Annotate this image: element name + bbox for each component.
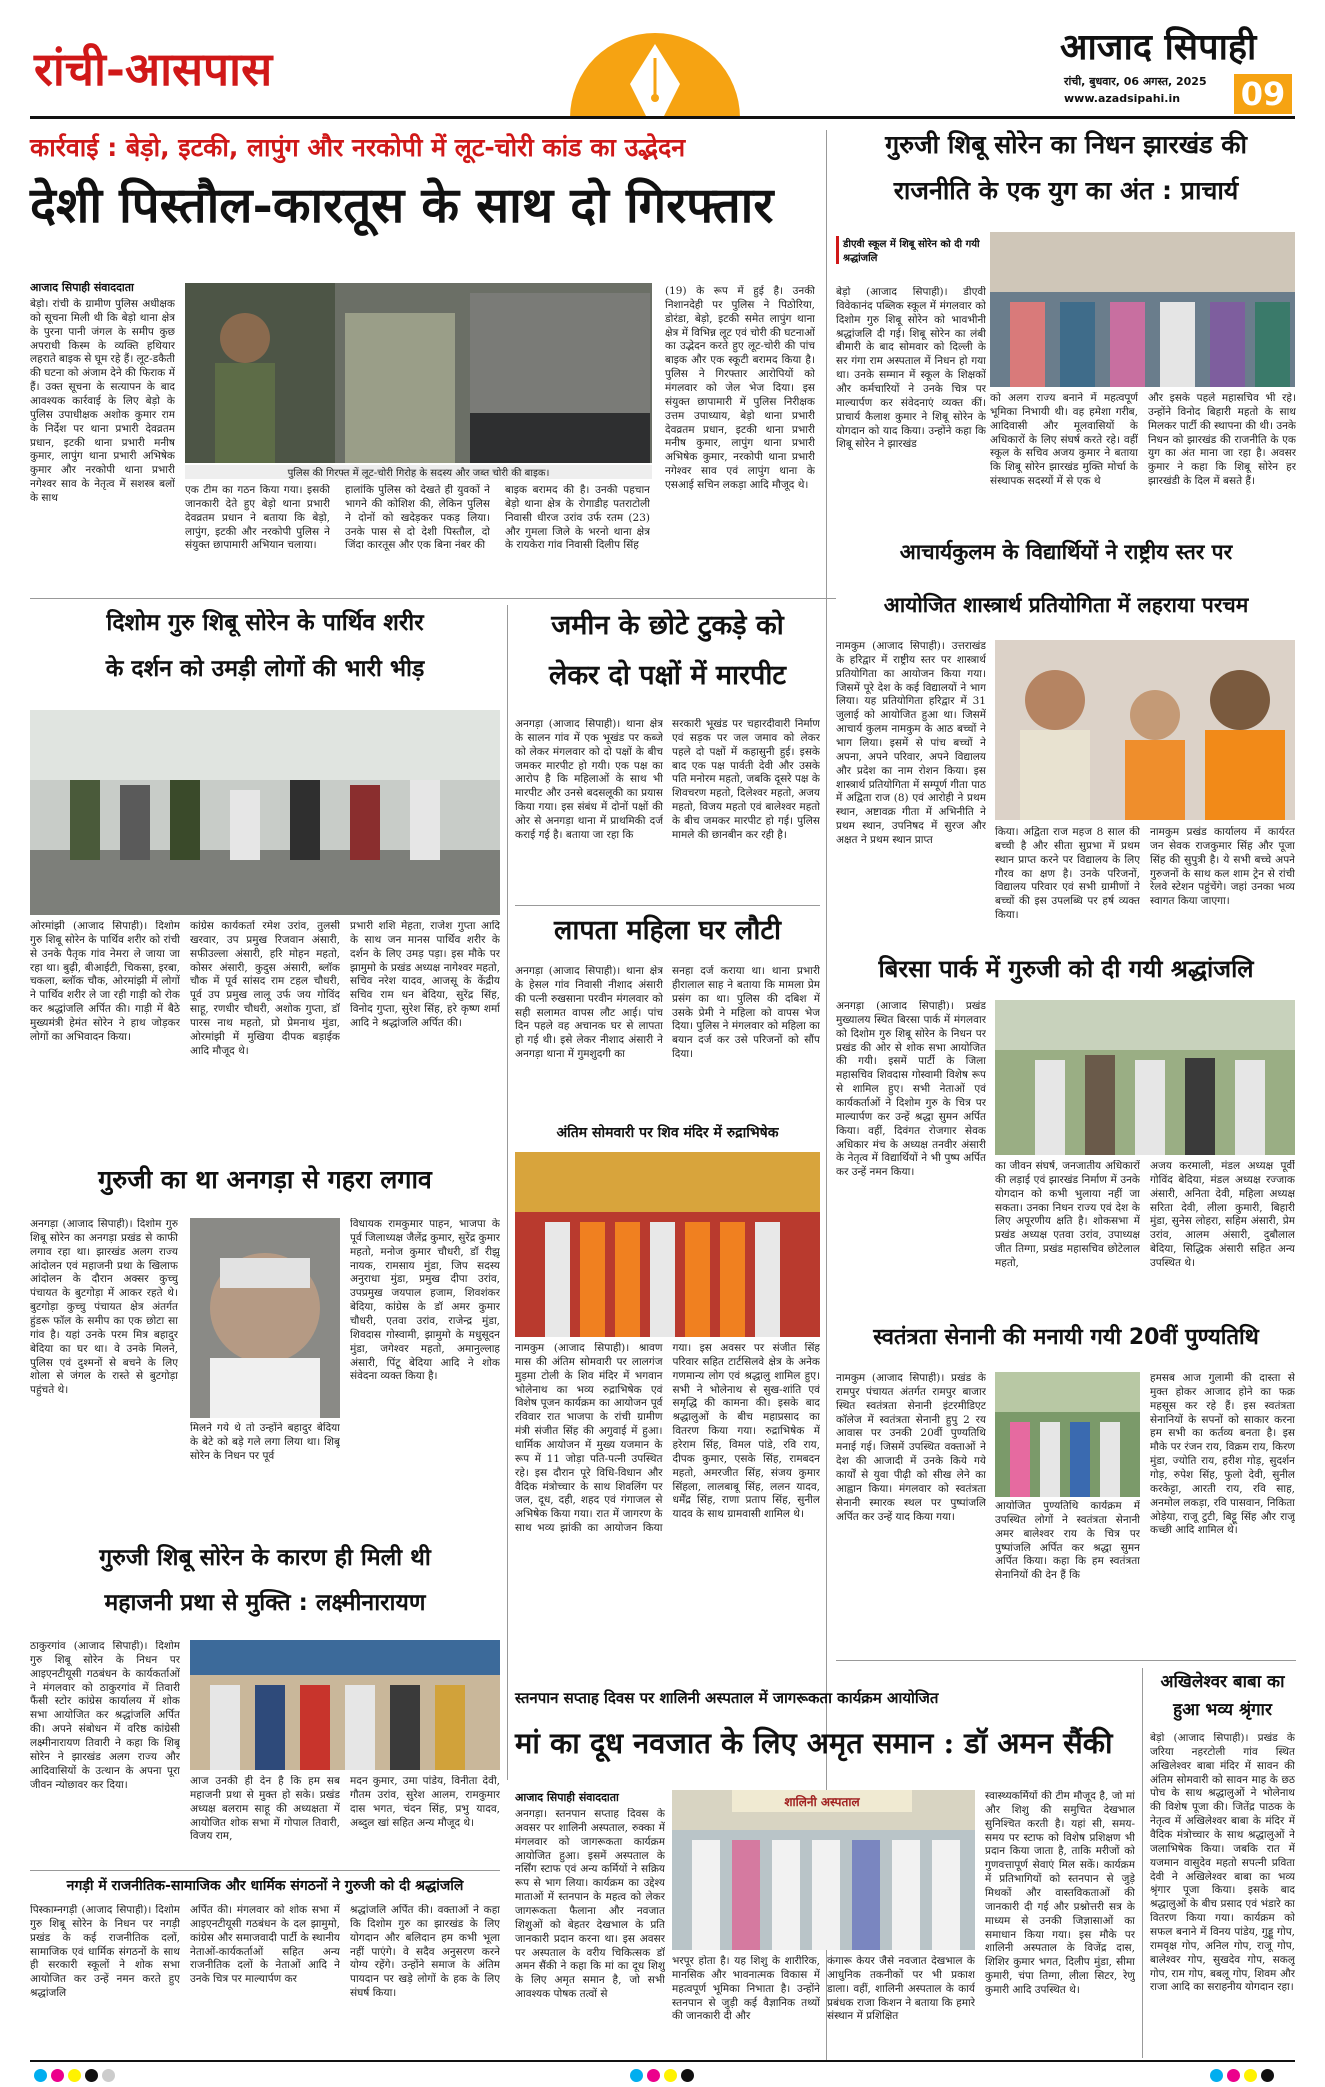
angara-col-1: अनगड़ा (आजाद सिपाही)। दिशोम गुरु शिबू सोरेन का अनगड़ा प्रखंड से काफी लगाव रहा था। झारखंड अलग राज्य आंदोलन एवं महाजनी प्रथा के खिलाफ आंदोलन के दौरान अक्सर कुच्चु पंचायत के बुटगोड़ा में आकर रहते थे। बुटगोड़ा कुच्चु पंचायत क्षेत्र अंतर्गत हुंडरू फॉल के समीप का एक छोटा सा गांव है। यहां उनके परम मित्र बहादुर बेदिया का घर था। वे उनके मिलने, पुलिस एवं दुश्मनों से बचने के लिए शोला से जंगल के रास्ते से बुटगोड़ा पहुंचते थे। <box>30 1218 178 1397</box>
land-col-2: सरकारी भूखंड पर चहारदीवारी निर्माण एवं सड़क पर जल जमाव को लेकर पहले दो पक्षों में कहासुनी हुई। इसके बाद एक पक्ष पार्वती देवी और उसके पति मनोरम महतो, जबकि दूसरे पक्ष के शिवचरण महतो, दिलेश्वर महतो, अजय महतो, विजय महतो एवं बालेश्वर महतो के बीच जमकर मारपीट हो गई। पुलिस मामले की छानबीन कर रही है। <box>672 718 820 841</box>
acharya-col-1: नामकुम (आजाद सिपाही)। उत्तराखंड के हरिद्वार में राष्ट्रीय स्तर पर शास्त्रार्थ प्रतियोगिता का आयोजन किया गया। जिसमें पूरे देश के कई विद्यालयों ने भाग लिया। यह प्रतियोगिता हरिद्वार में 31 जुलाई को आयोजित हुआ था। जिसमें आचार्य कुलम नामकुम के आठ बच्चों ने भाग लिया। इसमें से पांच बच्चों ने अपना, अपने परिवार, अपने विद्यालय और प्रदेश का नाम रोशन किया। इस शास्त्रार्थ प्रतियोगिता में सम्पूर्ण गीता पाठ में अद्विता राज (8) एवं आरोही ने प्रथम स्थान, अष्टावक्र गीता में अभिनीति ने प्रथम स्थान, उपनिषद में सुरज और अक्षत ने प्रथम स्थान प्राप्त <box>836 640 986 847</box>
land-col-1: अनगड़ा (आजाद सिपाही)। थाना क्षेत्र के सालन गांव में एक भूखंड पर कब्जे को लेकर मंगलवार को दो पक्षों के बीच जमकर मारपीट हो गयी। एक पक्ष का आरोप है कि महिलाओं के साथ भी मारपीट और उनसे बदसलूकी का प्रयास किया गया। इस संबंध में दोनों पक्षों की ओर से अनगड़ा थाना में प्राथमिकी दर्ज कराई गई है। बताया जा रहा कि <box>515 718 663 841</box>
registration-marks <box>630 2067 698 2086</box>
angara-headline: गुरुजी का था अनगड़ा से गहरा लगाव <box>98 1165 432 1194</box>
lead-col-4: बाइक बरामद की है। उनकी पहचान बेड़ो थाना क्षेत्र के रोगाडीह पतराटोली निवासी धीरज उरांव उर्फ रतम (23) और गुमला जिले के भरनो थाना क्षेत्र के रायकेरा गांव निवासी दिलीप सिंह <box>505 484 650 552</box>
nagdi-col-1: पिस्काम्नगड़ी (आजाद सिपाही)। दिशोम गुरु शिबू सोरेन के निधन पर नगड़ी प्रखंड के कई राजनीतिक दलों, सामाजिक एवं धार्मिक संगठनों के साथ ही सरकारी स्कूलों ने शोक सभा आयोजित कर उन्हें नमन करते हुए श्रद्धांजलि <box>30 1904 180 2000</box>
mahajani-col-3: मदन कुमार, उमा पांडेय, विनीता देवी, गौतम उरांव, सुरेश आलम, रामकुमार दास भगत, चंदन सिंह, प्रभु यादव, अब्दुल खां सहित अन्य मौजूद थे। <box>350 1775 500 1829</box>
divider <box>836 1660 1296 1661</box>
registration-marks <box>34 2067 119 2086</box>
missing-headline: लापता महिला घर लौटी <box>554 915 781 946</box>
guruji-col-3: और इसके पहले महासचिव भी रहे। उन्होंने विनोद बिहारी महतो के साथ मिलकर पार्टी की स्थापना की थी। उनके निधन को झारखंड की राजनीति के एक युग का अंत माना जा रहा है। अवसर कुमार ने कहा कि शिबू सोरेन हर झारखंडी के दिल में बसते हैं। <box>1148 392 1296 488</box>
funeral-col-2: कांग्रेस कार्यकर्ता रमेश उरांव, तुलसी खरवार, उप प्रमुख रिजवान अंसारी, सफीउल्ला अंसारी, हरि मोहन महतो, कोसर अंसारी, कुदुस अंसारी, ब्लॉक चौक में पूर्व सांसद राम टहल चौधरी, पूर्व उप प्रमुख लालू उर्फ जय गोविंद साहू, रणधीर चौधरी, अशोक गुप्ता, डॉ पारस नाथ महतो, प्रो प्रेमनाथ मुंडा, ओरमांझी में मुखिया दीपक बड़ाईक आदि मौजूद थे। <box>190 920 340 1057</box>
funeral-headline-1: दिशोम गुरु शिबू सोरेन के पार्थिव शरीर <box>106 610 424 636</box>
footer-rule <box>30 2060 1295 2062</box>
birsa-headline: बिरसा पार्क में गुरुजी को दी गयी श्रद्धांजलि <box>878 955 1254 983</box>
website[interactable]: www.azadsipahi.in <box>1064 92 1181 105</box>
paper-name: आजाद सिपाही <box>1060 26 1257 68</box>
masthead <box>0 0 1325 118</box>
angara-col-3: विधायक रामकुमार पाहन, भाजपा के पूर्व जिलाध्यक्ष जैलेंद्र कुमार, सुरेंद्र कुमार महतो, मनोज कुमार चौधरी, डॉ रीझू नायक, रामसाय मुंडा, जिप सदस्य अनुराधा मुंडा, प्रमुख दीपा उरांव, उपप्रमुख जयपाल हजाम, शिवशंकर बेदिया, कांग्रेस के डॉ अमर कुमार चौधरी, एतवा उरांव, राजेन्द्र मुंडा, शिवदास गोस्वामी, झामुमो के मधुसूदन मुंडा, जगेश्वर महतो, अमानुल्लाह अंसारी, पिंटू बेदिया आदि ने शोक संवेदना व्यक्त किया है। <box>350 1218 500 1383</box>
birsa-col-1: अनगड़ा (आजाद सिपाही)। प्रखंड मुख्यालय स्थित बिरसा पार्क में मंगलवार को दिशोम गुरु शिबू सोरेन के निधन पर प्रखंड की ओर से शोक सभा आयोजित की गयी। इसमें पार्टी के जिला महासचिव शिवदास गोस्वामी विशेष रूप से शामिल हुए। सभी नेताओं एवं कार्यकर्ताओं ने दिशोम गुरु के चित्र पर माल्यार्पण कर उन्हें श्रद्धा सुमन अर्पित किया। वहीं, दिवंगत रोजगार सेवक अधिकार मंच के अध्यक्ष तनवीर अंसारी के नेतृत्व में विद्यार्थियों ने भी पुष्प अर्पित कर उन्हें नमन किया। <box>836 1000 986 1179</box>
land-headline-2: लेकर दो पक्षों में मारपीट <box>549 660 786 691</box>
lead-photo-caption: पुलिस की गिरफ्त में लूट-चोरी गिरोह के सदस्य और जब्त चोरी की बाइक। <box>185 465 652 479</box>
mahajani-headline-1: गुरुजी शिबू सोरेन के कारण ही मिली थी <box>99 1545 431 1571</box>
acharya-headline-2: आयोजित शास्त्रार्थ प्रतियोगिता में लहराया परचम <box>836 593 1296 618</box>
nib-logo <box>560 24 750 118</box>
funeral-headline-2: के दर्शन को उमड़ी लोगों की भारी भीड़ <box>105 656 425 682</box>
guruji-col-2: को अलग राज्य बनाने में महत्वपूर्ण भूमिका निभायी थी। वह हमेशा गरीब, आदिवासी और मूलवासियों के अधिकारों के लिए संघर्ष करते रहे। वहीं स्कूल के सचिव अजय कुमार ने बताया कि शिबू सोरेन झारखंड मुक्ति मोर्चा के संस्थापक सदस्यों में से एक थे <box>990 392 1138 488</box>
funeral-col-3: प्रभारी शशि मेहता, राजेश गुप्ता आदि के साथ जन मानस पार्थिव शरीर के दर्शन के लिए उमड़ पड़ा। इस मौके पर झामुमो के प्रखंड अध्यक्ष नागेश्वर महतो, सचिव नरेश यादव, आजसू के केंद्रीय सचिव राम धन बेदिया, सुरेंद्र सिंह, विनोद गुप्ता, सुरेश सिंह, हरे कृष्ण शर्मा आदि ने श्रद्धांजलि अर्पित की। <box>350 920 500 1030</box>
breastfeeding-col-3: कंगारू केयर जैसे नवजात देखभाल के आधुनिक तकनीकों पर भी प्रकाश डाला। वहीं, शालिनी अस्पताल के कार्य प्रबंधक राजा किशन ने बताया कि हमारे संस्थान में प्रशिक्षित <box>827 1955 975 2023</box>
divider <box>515 905 820 906</box>
freedom-photo <box>995 1372 1140 1497</box>
divider <box>826 130 827 595</box>
guruji-col-1: बेड़ो (आजाद सिपाही)। डीएवी विवेकानंद पब्लिक स्कूल में मंगलवार को दिशोम गुरु शिबू सोरेन को भावभीनी श्रद्धांजलि दी गई। शिबू सोरेन का लंबी बीमारी के बाद सोमवार को दिल्ली के सर गंगा राम अस्पताल में निधन हो गया था। उनके सम्मान में स्कूल के शिक्षकों और कर्मचारियों ने उनके चित्र पर माल्यार्पण कर संवेदनाएं व्यक्त कीं। प्राचार्य कैलाश कुमार ने शिबू सोरेन के योगदान को याद किया। उन्होंने कहा कि शिबू सोरेन ने झारखंड <box>836 286 986 451</box>
freedom-col-2: आयोजित पुण्यतिथि कार्यक्रम में उपस्थित लोगों ने स्वतंत्रता सेनानी अमर बालेश्वर राय के चित्र पर पुष्पांजलि अर्पित कर श्रद्धा सुमन अर्पित किया। कहा कि हम स्वतंत्रता सेनानियों की देन हैं कि <box>995 1500 1140 1582</box>
acharya-col-3: नामकुम प्रखंड कार्यालय में कार्यरत जन सेवक राजकुमार सिंह और पूजा सिंह की सुपुत्री है। ये सभी बच्चे अपने गुरुजनों के साथ कल शाम ट्रेन से रांची रेलवे स्टेशन पहुंचेंगे। जहां उनका भव्य स्वागत किया जाएगा। <box>1150 826 1295 908</box>
lead-col-3: हालांकि पुलिस को देखते ही युवकों ने भागने की कोशिश की, लेकिन पुलिस ने दोनों को खदेड़कर पकड़ लिया। उनके पास से दो देशी पिस्तौल, दो जिंदा कारतूस और एक बिना नंबर की <box>345 484 490 552</box>
freedom-col-1: नामकुम (आजाद सिपाही)। प्रखंड के रामपुर पंचायत अंतर्गत रामपुर बाजार स्थित स्वतंत्रता सेनानी इंटरमीडिएट कॉलेज में स्वतंत्रता सेनानी हुपु 2 रय आवास पर उनकी 20वीं पुण्यतिथि मनाई गई। जिसमें उपस्थित वक्ताओं ने देश की आजादी में उनके किये गये कार्यों से युवा पीढ़ी को सीख लेने का आह्वान किया। मंगलवार को स्वतंत्रता सेनानी स्मारक स्थल पर पुष्पांजलि अर्पित कर उन्हें याद किया गया। <box>836 1372 986 1523</box>
kicker-text: बेड़ो, इटकी, लापुंग और नरकोपी में लूट-चोरी कांड का उद्भेदन <box>125 133 686 162</box>
mahajani-col-1: ठाकुरगांव (आजाद सिपाही)। दिशोम गुरु शिबू सोरेन के निधन पर आइएनटीयूसी गठबंधन के कार्यकर्ताओं ने मंगलवार को ठाकुरगांव में तिवारी फैंसी स्टोर कांग्रेस कार्यालय में शोक सभा आयोजित कर श्रद्धांजलि अर्पित की। अपने संबोधन में वरिष्ठ कांग्रेसी लक्ष्मीनारायण तिवारी ने कहा कि शिबू सोरेन ने झारखंड अलग राज्य और आदिवासियों के उत्थान के अपना पूरा जीवन न्योछावर कर दिया। <box>30 1640 180 1791</box>
lead-photo <box>185 283 652 463</box>
akhileshwar-headline-1: अखिलेश्वर बाबा का <box>1160 1672 1285 1692</box>
masthead-rule <box>30 116 1295 119</box>
date-line: रांची, बुधवार, 06 अगस्त, 2025 <box>1064 75 1207 88</box>
missing-col-2: सनहा दर्ज कराया था। थाना प्रभारी हीरालाल साह ने बताया कि मामला प्रेम प्रसंग का था। पुलिस की दबिश में उसके प्रेमी ने महिला को वापस भेज दिया। पुलिस ने मंगलवार को महिला का बयान दर्ज कर उसे परिजनों को सौंप दिया। <box>672 965 820 1061</box>
guruji-photo <box>990 232 1295 387</box>
breastfeeding-col-2: भरपूर होता है। यह शिशु के शारीरिक, मानसिक और भावनात्मक विकास में महत्वपूर्ण भूमिका निभाता है। उन्होंने स्तनपान से जुड़ी कई वैज्ञानिक तथ्यों की जानकारी दी और <box>672 1955 820 2023</box>
kicker-label: कार्रवाई : <box>30 133 118 162</box>
hospital-sign: शालिनी अस्पताल <box>784 1795 860 1809</box>
funeral-photo <box>30 710 500 915</box>
missing-col-1: अनगड़ा (आजाद सिपाही)। थाना क्षेत्र के हेसल गांव निवासी नीशाद अंसारी की पत्नी रुखसाना परवीन मंगलवार को सही सलामत वापस लौट आई। पांच दिन पहले वह अचानक घर से लापता हो गई थी। इसे लेकर नीशाद अंसारी ने अनगड़ा थाना में गुमशुदगी का <box>515 965 663 1061</box>
page-number: 09 <box>1234 74 1292 114</box>
breastfeeding-byline: आजाद सिपाही संवाददाता <box>515 1791 619 1804</box>
lead-col-1: बेड़ो। रांची के ग्रामीण पुलिस अधीक्षक को सूचना मिली थी कि बेड़ो थाना क्षेत्र के पुरना पानी जंगल के समीप कुछ अपराधी किस्म के व्यक्ति हथियार लहराते बाइक से घूम रहे हैं। लूट-डकैती की घटना को अंजाम देने की फिराक में हैं। उक्त सूचना के सत्यापन के बाद आवश्यक कार्रवाई के लिए बेड़ो के पुलिस उपाधीक्षक अशोक कुमार राम के निर्देश पर थाना प्रभारी देवव्रतम प्रधान, इटकी थाना प्रभारी मनीष कुमार, लापुंग थाना प्रभारी अभिषेक कुमार और नरकोपी थाना प्रभारी नगेश्वर साव के नेतृत्व में सशस्त्र बलों के साथ <box>30 298 175 505</box>
freedom-col-3: हमसब आज गुलामी की दास्ता से मुक्त होकर आजाद होने का फक्र महसूस कर रहे हैं। इस स्वतंत्रता सेनानियों के सपनों को साकार करना हम सभी का कर्तव्य बनता है। इस मौके पर रंजन राय, विक्रम राय, किरण मुंडा, ज्योति राय, हरीश गोड़, सुदर्शन गोड़, रुपेश सिंह, फुलो देवी, सुनील करकेट्टा, आरती राय, रवि साह, अनमोल लकड़ा, रवि पासवान, निकिता ओड़ेया, राजू टुटी, बिट्टू सिंह और राजू कच्छी आदि शामिल थे। <box>1150 1372 1295 1537</box>
lead-byline: आजाद सिपाही संवाददाता <box>30 281 134 294</box>
breastfeeding-kicker: स्तनपान सप्ताह दिवस पर शालिनी अस्पताल में जागरूकता कार्यक्रम आयोजित <box>515 1689 939 1707</box>
nagdi-col-2: अर्पित की। मंगलवार को शोक सभा में आइएनटीयूसी गठबंधन के दल झामुमो, कांग्रेस और समाजवादी पार्टी के स्थानीय नेताओं-कार्यकर्ताओं सहित अन्य राजनीतिक दलों के नेताओं आदि ने उनके चित्र पर माल्यार्पण कर <box>190 1904 340 1986</box>
birsa-photo <box>995 1000 1295 1155</box>
divider <box>30 1870 500 1871</box>
guruji-headline-1: गुरुजी शिबू सोरेन का निधन झारखंड की <box>885 130 1247 159</box>
breastfeeding-headline: मां का दूध नवजात के लिए अमृत समान : डॉ अमन सैंकी <box>515 1726 1113 1760</box>
acharya-photo <box>995 640 1295 820</box>
akhileshwar-col-1: बेड़ो (आजाद सिपाही)। प्रखंड के जरिया नहरटोली गांव स्थित अखिलेश्वर बाबा मंदिर में सावन की अंतिम सोमवारी को सावन माह के छठ पोच के साथ श्रद्धालुओं ने भोलेनाथ की विशेष पूजा की। जितेंद्र पाठक के नेतृत्व में अखिलेश्वर बाबा के मंदिर में वैदिक मंत्रोच्चार के साथ श्रद्धालुओं ने जलाभिषेक किया। जबकि रात में यजमान वासुदेव महतो सपत्नी प्रविता देवी ने अखिलेश्वर बाबा का भव्य श्रृंगार पूजा किया। इसके बाद श्रद्धालुओं के बीच प्रसाद एवं भंडारे का वितरण किया गया। कार्यक्रम को सफल बनाने में विनय पांडेय, गुड्डू गोप, रामवृक्ष गोप, अनिल गोप, राजू गोप, बालेश्वर गोप, सुखदेव गोप, सकलू गोप, राम गोप, बबलू गोप, शिवम और राजा आदि का सराहनीय योगदान रहा। <box>1150 1732 1295 1994</box>
registration-marks <box>1210 2067 1278 2086</box>
funeral-col-1: ओरमांझी (आजाद सिपाही)। दिशोम गुरु शिबू सोरेन के पार्थिव शरीर को रांची से उनके पैतृक गांव नेमरा ले जाया जा रहा था। बुढ़ी, बीआईटी, चिकसा, इरबा, चकला, ब्लॉक चौक, ओरमांझी में लोगों ने पार्थिव शरीर ले जा रही गाड़ी को रोक कर श्रद्धांजलि अर्पित की। गाड़ी में बैठे मुख्यमंत्री हेमंत सोरेन ने हाथ जोड़कर लोगों का अभिवादन किया। <box>30 920 180 1043</box>
acharya-headline-1: आचार्यकुलम के विद्यार्थियों ने राष्ट्रीय स्तर पर <box>899 540 1233 564</box>
land-headline-1: जमीन के छोटे टुकड़े को <box>551 610 784 641</box>
akhileshwar-headline-2: हुआ भव्य श्रृंगार <box>1173 1700 1272 1720</box>
mahajani-col-2: आज उनकी ही देन है कि हम सब महाजनी प्रथा से मुक्त हो सके। प्रखंड अध्यक्ष बलराम साहू की अध्यक्षता में आयोजित शोक सभा में गोपाल तिवारी, विजय राम, <box>190 1775 340 1843</box>
breastfeeding-col-1: अनगड़ा। स्तनपान सप्ताह दिवस के अवसर पर शालिनी अस्पताल, रुक्का में मंगलवार को जागरूकता कार्यक्रम आयोजित हुआ। इसमें अस्पताल के नर्सिंग स्टाफ एवं अन्य कर्मियों ने सक्रिय रूप से भाग लिया। कार्यक्रम का उद्देश्य माताओं में स्तनपान के महत्व को लेकर जागरूकता फैलाना और नवजात शिशुओं को बेहतर देखभाल के प्रति जानकारी प्रदान करना था। इस अवसर पर अस्पताल के वरीय चिकित्सक डॉ अमन सैंकी ने कहा कि मां का दूध शिशु के लिए अमृत समान है, जो सभी आवश्यक पोषक तत्वों से <box>515 1808 665 2001</box>
lead-kicker <box>30 130 830 164</box>
freedom-headline: स्वतंत्रता सेनानी की मनायी गयी 20वीं पुण्यतिथि <box>873 1325 1259 1350</box>
lead-col-5: (19) के रूप में हुई है। उनकी निशानदेही पर पुलिस ने पिठोरिया, डोरंडा, बेड़ो, इटकी समेत लापुंग थाना क्षेत्र में विभिन्न लूट एवं चोरी की घटनाओं का उद्भेदन करते हुए लूट-चोरी की पांच बाइक और एक स्कूटी बरामद किया है। पुलिस ने गिरफ्तार आरोपियों को मंगलवार को जेल भेज दिया। इस संयुक्त छापामारी में पुलिस निरीक्षक उत्तम उपाध्याय, बेड़ो थाना प्रभारी देवव्रतम प्रधान, इटकी थाना प्रभारी मनीष कुमार, लापुंग थाना प्रभारी अभिषेक कुमार, नरकोपी थाना प्रभारी नगेश्वर साव एवं लापुंग थाना के एसआई सचिन लकड़ा आदि मौजूद थे। <box>665 285 815 492</box>
angara-col-2: मिलने गये थे तो उन्होंने बहादुर बेदिया के बेटे को बड़े गले लगा लिया था। शिबू सोरेन के निधन पर पूर्व <box>190 1422 340 1462</box>
guruji-photo-caption: डीएवी स्कूल में शिबू सोरेन को दी गयी श्रद्धांजलि <box>836 236 993 264</box>
section-title: रांची-आसपास <box>34 42 273 96</box>
lead-col-2: एक टीम का गठन किया गया। इसकी जानकारी देते हुए बेड़ो थाना प्रभारी देवव्रतम प्रधान ने बताया कि बेड़ो, लापुंग, इटकी और नरकोपी पुलिस ने संयुक्त छापामारी अभियान चलाया। <box>185 484 330 552</box>
shiv-photo <box>515 1152 820 1337</box>
nagdi-headline: नगड़ी में राजनीतिक-सामाजिक और धार्मिक संगठनों ने गुरुजी को दी श्रद्धांजलि <box>66 1878 464 1894</box>
mahajani-headline-2: महाजनी प्रथा से मुक्ति : लक्ष्मीनारायण <box>104 1590 426 1616</box>
guruji-headline-2: राजनीति के एक युग का अंत : प्राचार्य <box>893 176 1239 205</box>
mahajani-photo <box>190 1640 500 1770</box>
acharya-col-2: किया। अद्विता राज महज 8 साल की बच्ची है और सीता सुप्रभा में प्रथम स्थान प्राप्त करने पर विद्यालय के लिए गौरव का क्षण है। उनके परिजनों, विद्यालय परिवार एवं सभी ग्रामीणों ने बच्चों की इस उपलब्धि पर हर्ष व्यक्त किया। <box>995 826 1140 922</box>
nagdi-col-3: श्रद्धांजलि अर्पित की। वक्ताओं ने कहा कि दिशोम गुरु का झारखंड के लिए योगदान और बलिदान हम कभी भूला नहीं पाएंगे। वे सदैव अनुसरण करने योग्य रहेंगे। उन्होंने समाज के अंतिम पायदान पर खड़े लोगों के हक के लिए संघर्ष किया। <box>350 1904 500 2000</box>
shiv-headline: अंतिम सोमवारी पर शिव मंदिर में रुद्राभिषेक <box>556 1125 779 1141</box>
birsa-col-3: अजय करमाली, मंडल अध्यक्ष पूर्वी गोविंद बेदिया, मंडल अध्यक्ष रज्जाक अंसारी, अनिता देवी, महिला अध्यक्ष सरिता देवी, लीला कुमारी, बिहारी मुंडा, सुनेस लोहरा, सहिम अंसारी, प्रेम उरांव, आलम अंसारी, दुबौलाल बेदिया, सिद्धिक अंसारी सहित अन्य उपस्थित थे। <box>1150 1160 1295 1270</box>
divider <box>1142 1668 1143 2058</box>
shiv-col-1: नामकुम (आजाद सिपाही)। श्रावण मास की अंतिम सोमवारी पर लालगंज मुड़मा टोली के शिव मंदिर में भगवान भोलेनाथ का भव्य रुद्राभिषेक एवं विशेष पूजन कार्यक्रम का आयोजन पूर्व रविवार रात भाजपा के रांची ग्रामीण मंत्री संजीत सिंह की अगुवाई में हुआ। धार्मिक आयोजन में मुख्य यजमान के रूप में 11 जोड़ा पति-पत्नी उपस्थित रहे। इस दौरान पूरे विधि-विधान और वैदिक मंत्रोच्चार के साथ शिवलिंग पर जल, दूध, दही, शहद एवं गंगाजल से अभिषेक किया गया। रात में जागरण के साथ भव्य झांकी का आयोजन किया गया। इस अवसर पर संजीत सिंह परिवार सहित टार्टसिलवे क्षेत्र के अनेक गणमान्य लोग एवं श्रद्धालु शामिल हुए। सभी ने भोलेनाथ से सुख-शांति एवं समृद्धि की कामना की। इसके बाद श्रद्धालुओं के बीच महाप्रसाद का वितरण किया गया। रुद्राभिषेक में हरेराम सिंह, विमल पांडे, रवि राय, दीपक कुमार, एसके सिंह, रामबदन महतो, अमरजीत सिंह, संजय कुमार सिंहला, लालबाबू सिंह, ललन यादव, धर्मेंद्र सिंह, राणा प्रताप सिंह, सुनील यादव के साथ ग्रामवासी शामिल थे। <box>515 1342 820 1535</box>
breastfeeding-photo <box>672 1790 975 1950</box>
angara-photo <box>190 1218 340 1418</box>
breastfeeding-col-4: स्वास्थ्यकर्मियों की टीम मौजूद है, जो मां और शिशु की समुचित देखभाल सुनिश्चित करती है। यहां सी, समय-समय पर स्टाफ को विशेष प्रशिक्षण भी प्रदान किया जाता है, ताकि मरीजों को गुणवत्तापूर्ण सेवाएं मिल सकें। कार्यक्रम में प्रतिभागियों को स्तनपान से जुड़े मिथकों और वास्तविकताओं की जानकारी दी गई और प्रश्नोत्तरी सत्र के माध्यम से उनकी जिज्ञासाओं का समाधान किया गया। इस मौके पर शालिनी अस्पताल के विजेंद्र दास, शिशिर कुमार भगत, दिलीप मुंडा, सीमा कुमारी, चंपा तिग्गा, लीला सिटर, रेणु कुमारी आदि उपस्थित थे। <box>985 1790 1135 1997</box>
divider <box>507 605 508 1780</box>
lead-headline: देशी पिस्तौल-कारतूस के साथ दो गिरफ्तार <box>30 176 774 234</box>
birsa-col-2: का जीवन संघर्ष, जनजातीय अधिकारों की लड़ाई एवं झारखंड निर्माण में उनके योगदान को कभी भुलाया नहीं जा सकता। उनका निधन राज्य एवं देश के लिए अपूरणीय क्षति है। शोकसभा में प्रखंड अध्यक्ष एतवा उरांव, उपाध्यक्ष जीत तिग्गा, प्रखंड महासचिव छोटेलाल महतो, <box>995 1160 1140 1270</box>
